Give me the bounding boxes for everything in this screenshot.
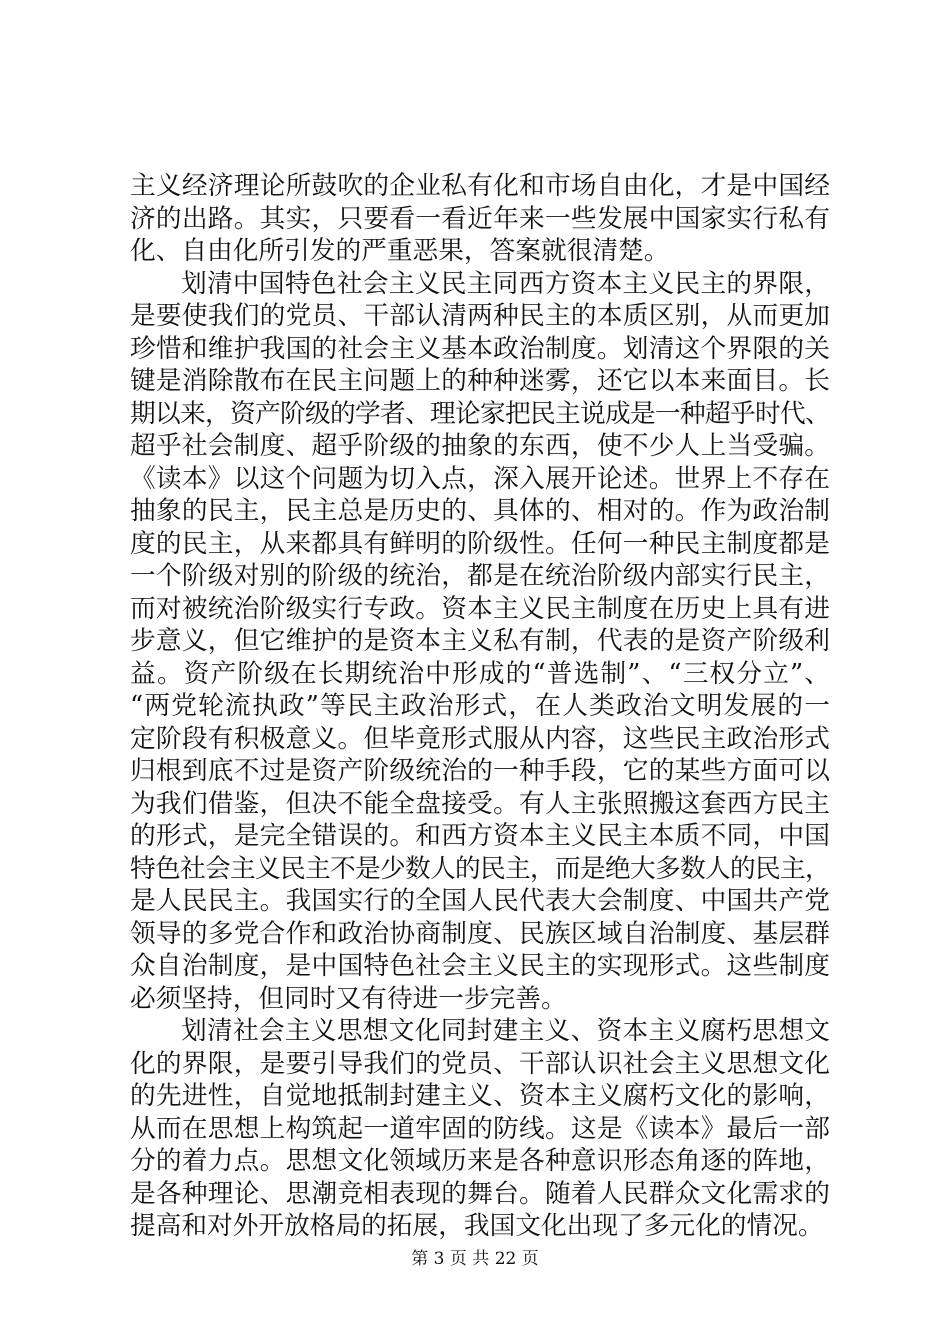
- paragraph: [130, 1015, 830, 1243]
- paragraph: [130, 268, 830, 1016]
- text-line: “两党轮流执政”等民主政治形式，在人类政治文明发展的一: [130, 691, 830, 721]
- text-line: 抽象的民主，民主总是历史的、具体的、相对的。作为政治制: [130, 496, 830, 526]
- text-line: 珍惜和维护我国的社会主义基本政治制度。划清这个界限的关: [130, 333, 830, 364]
- text-line: 领导的多党合作和政治协商制度、民族区域自治制度、基层群: [130, 918, 830, 949]
- text-line: 主义经济理论所鼓吹的企业私有化和市场自由化，才是中国经: [130, 171, 830, 201]
- text-line: 划清中国特色社会主义民主同西方资本主义民主的界限，: [181, 268, 830, 299]
- text-line: 是要使我们的党员、干部认清两种民主的本质区别，从而更加: [130, 301, 830, 331]
- text-line: 归根到底不过是资产阶级统治的一种手段，它的某些方面可以: [130, 756, 830, 786]
- text-line: 济的出路。其实，只要看一看近年来一些发展中国家实行私有: [130, 203, 830, 234]
- text-line: 从而在思想上构筑起一道牢固的防线。这是《读本》最后一部: [130, 1113, 830, 1144]
- paragraph: [130, 170, 830, 268]
- text-line: 必须坚持，但同时又有待进一步完善。: [130, 983, 567, 1014]
- text-line: 步意义，但它维护的是资本主义私有制，代表的是资产阶级利: [130, 626, 830, 656]
- text-line: 益。资产阶级在长期统治中形成的“普选制”、“三权分立”、: [130, 658, 830, 689]
- text-line: 期以来，资产阶级的学者、理论家把民主说成是一种超乎时代、: [130, 398, 830, 429]
- text-line: 是各种理论、思潮竞相表现的舞台。随着人民群众文化需求的: [130, 1178, 830, 1209]
- text-line: 分的着力点。思想文化领域历来是各种意识形态角逐的阵地，: [130, 1146, 830, 1176]
- text-line: 的先进性，自觉地抵制封建主义、资本主义腐朽文化的影响，: [130, 1081, 830, 1111]
- text-line: 划清社会主义思想文化同封建主义、资本主义腐朽思想文: [181, 1016, 830, 1046]
- text-line: 特色社会主义民主不是少数人的民主，而是绝大多数人的民主，: [130, 853, 830, 884]
- text-line: 一个阶级对别的阶级的统治，都是在统治阶级内部实行民主，: [130, 561, 830, 591]
- text-line: 众自治制度，是中国特色社会主义民主的实现形式。这些制度: [130, 951, 830, 981]
- text-line: 化的界限，是要引导我们的党员、干部认识社会主义思想文化: [130, 1048, 830, 1079]
- text-line: 度的民主，从来都具有鲜明的阶级性。任何一种民主制度都是: [130, 528, 830, 559]
- text-line: 《读本》以这个问题为切入点，深入展开论述。世界上不存在: [130, 463, 830, 494]
- text-line: 的形式，是完全错误的。和西方资本主义民主本质不同，中国: [130, 821, 830, 851]
- body-text: [130, 170, 830, 1243]
- page-footer: 第 3 页 共 22 页: [411, 1249, 539, 1269]
- text-line: 键是消除散布在民主问题上的种种迷雾，还它以本来面目。长: [130, 366, 830, 396]
- text-line: 化、自由化所引发的严重恶果，答案就很清楚。: [130, 236, 670, 266]
- text-line: 是人民民主。我国实行的全国人民代表大会制度、中国共产党: [130, 886, 830, 916]
- text-line: 超乎社会制度、超乎阶级的抽象的东西，使不少人上当受骗。: [130, 431, 830, 461]
- text-line: 而对被统治阶级实行专政。资本主义民主制度在历史上具有进: [130, 593, 830, 624]
- text-line: 为我们借鉴，但决不能全盘接受。有人主张照搬这套西方民主: [130, 788, 830, 819]
- text-line: 定阶段有积极意义。但毕竟形式服从内容，这些民主政治形式: [130, 723, 830, 754]
- text-line: 提高和对外开放格局的拓展，我国文化出现了多元化的情况。: [130, 1211, 824, 1241]
